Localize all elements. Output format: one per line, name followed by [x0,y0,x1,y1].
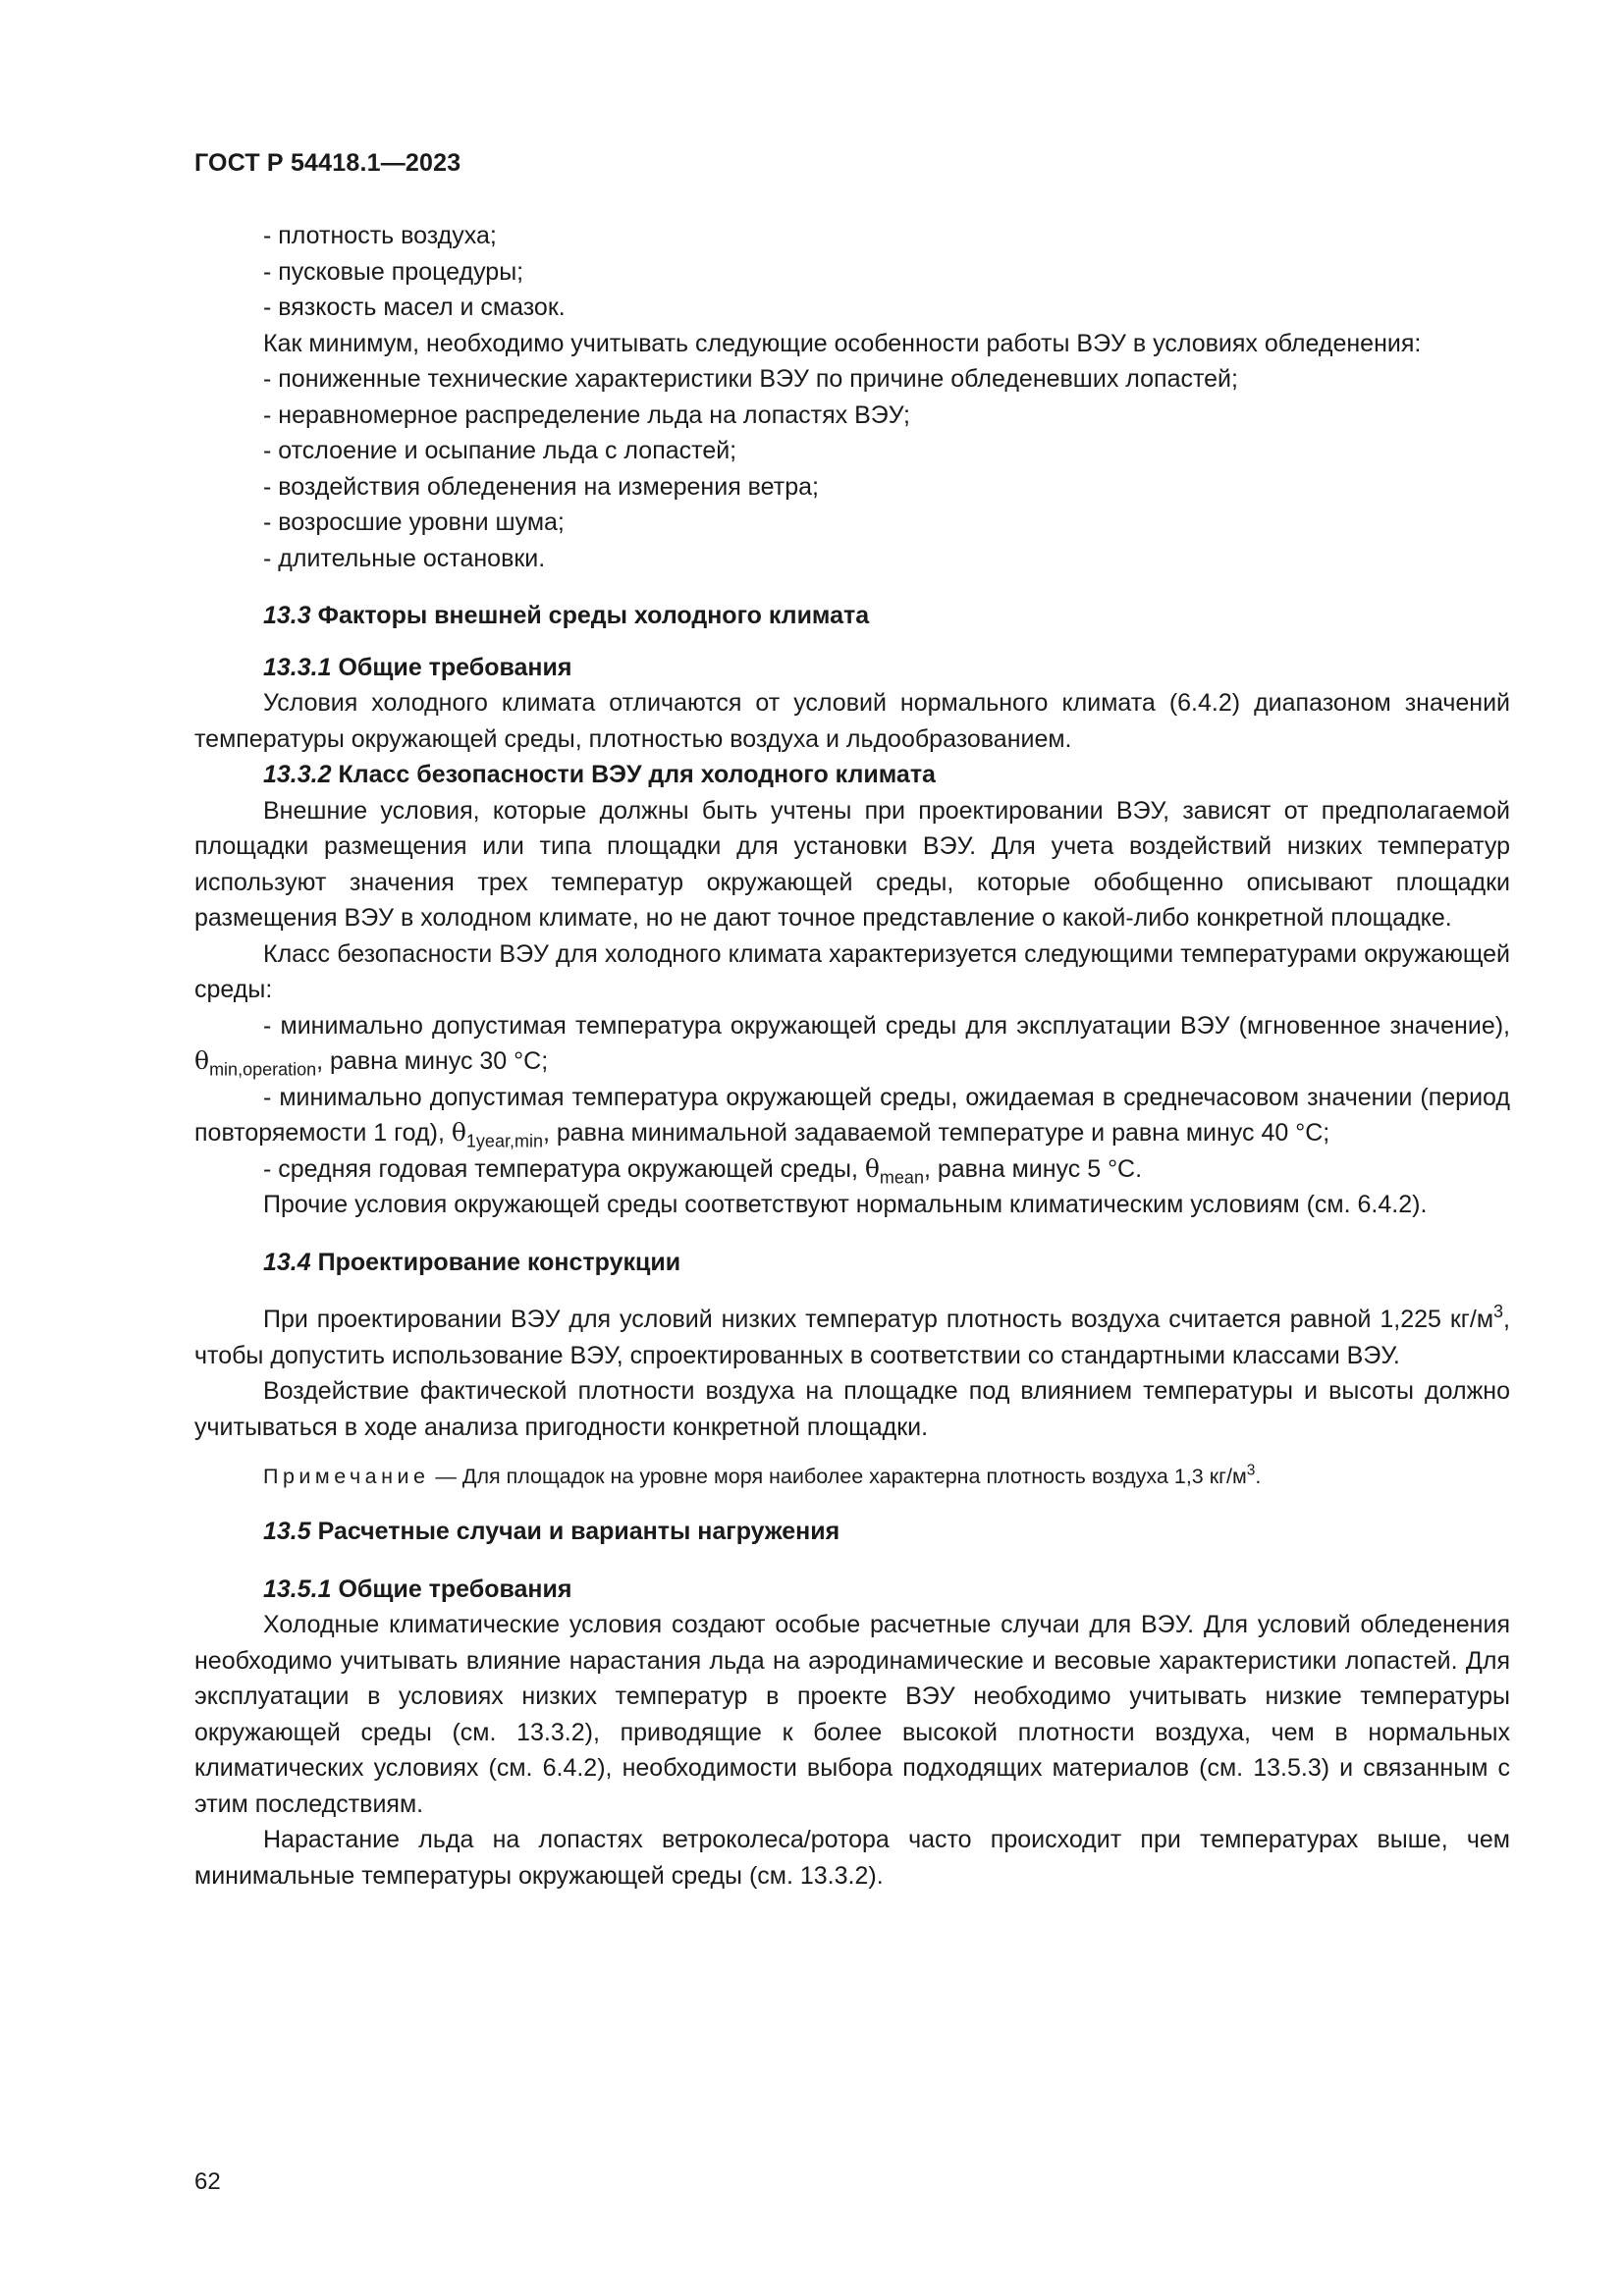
note: Примечание — Для площадок на уровне моря наиболее характерна плотность воздуха 1,3 $кг/м^3$. [263,1462,1262,1488]
section-number: 13.4 [263,1248,311,1276]
section-13-3-2-heading [194,757,1510,793]
section-number: 13.5.1 [263,1575,332,1603]
list-item: - неравномерное распределение льда на лопастях ВЭУ; [263,400,910,429]
list-item: - плотность воздуха; [263,222,497,249]
list-item: - воздействия обледенения на измерения ветра; [263,472,819,501]
section-title: Общие требования [338,653,572,681]
temperature-item-mean: - средняя годовая температура окружающей среды, $\theta_{mean}$, равна минус 5 °С. [263,1153,1143,1187]
section-13-3-1-heading [194,650,1510,686]
paragraph: Класс безопасности ВЭУ для холодного климата характеризуется следующими температурами окружающей среды: [194,939,1510,1003]
list-item: - пониженные технические характеристики ВЭУ по причине обледеневших лопастей; [263,365,1238,393]
list-item: - пусковые процедуры; [263,257,524,286]
theta-symbol: θ [451,1118,466,1147]
section-13-5-heading [194,1514,1510,1550]
theta-symbol: θ [194,1046,210,1075]
document-header: ГОСТ Р 54418.1—2023 [194,149,461,177]
list-item: - длительные остановки. [263,544,546,572]
section-number: 13.3.1 [263,653,332,681]
paragraph: Воздействие фактической плотности воздуха на площадке под влиянием температуры и высоты должно учитываться в ходе анализа пригодности конкретной площадки. [194,1377,1510,1441]
section-title: Класс безопасности ВЭУ для холодного климата [338,761,936,788]
page-number: 62 [194,2168,221,2195]
page-content [194,218,1510,1894]
paragraph: При проектировании ВЭУ для условий низких температур плотность воздуха считается равной 1,225 $кг/м^3$, чтобы допустить использование ВЭУ, спроектированных в соответствии со стандартными классами ВЭУ. [194,1302,1510,1369]
list-item: - вязкость масел и смазок. [263,294,566,321]
temperature-item-operation: - минимально допустимая температура окружающей среды для эксплуатации ВЭУ (мгновенное значение), $\theta_{min,operation}$, равна минус 30 °С; [194,1011,1510,1080]
section-number: 13.5 [263,1518,311,1545]
section-title: Общие требования [338,1575,572,1603]
temperature-item-1year: - минимально допустимая температура окружающей среды, ожидаемая в среднечасовом значении (период повторяемости 1 год), $\theta_{1year,min}$, равна минимальной задаваемой температуре и равна минус 40 °С; [194,1083,1510,1151]
list-item: - отслоение и осыпание льда с лопастей; [263,437,737,464]
theta-symbol: θ [864,1153,880,1183]
paragraph: Условия холодного климата отличаются от условий нормального климата (6.4.2) диапазоном значений температуры окружающей среды, плотностью воздуха и льдообразованием. [194,689,1510,753]
list-item: - возросшие уровни шума; [263,508,565,536]
paragraph: Холодные климатические условия создают особые расчетные случаи для ВЭУ. Для условий обледенения необходимо учитывать влияние нарастания льда на аэродинамические и весовые характеристики лопастей. Для эксплуатации в условиях низких температур в проекте ВЭУ необходимо учитывать низкие температуры окружающей среды (см. 13.3.2), приводящие к более высокой плотности воздуха, чем в нормальных климатических условиях (см. 6.4.2), необходимости выбора подходящих материалов (см. 13.5.3) и связанным с этим последствиям. [194,1611,1510,1818]
note-label: Примечание [263,1465,430,1488]
paragraph: Внешние условия, которые должны быть учтены при проектировании ВЭУ, зависят от предполагаемой площадки размещения или типа площадки для установки ВЭУ. Для учета воздействий низких температур используют значения трех температур окружающей среды, которые обобщенно описывают площадки размещения ВЭУ в холодном климате, но не дают точное представление о какой-либо конкретной площадке. [194,796,1510,932]
paragraph: Нарастание льда на лопастях ветроколеса/ротора часто происходит при температурах выше, чем минимальные температуры окружающей среды (см. 13.3.2). [194,1826,1510,1890]
section-13-4-heading [194,1245,1510,1281]
icing-intro: Как минимум, необходимо учитывать следующие особенности работы ВЭУ в условиях обледенения: [263,329,1422,357]
section-title: Проектирование конструкции [317,1248,681,1276]
paragraph: Прочие условия окружающей среды соответствуют нормальным климатическим условиям (см. 6.4.2). [263,1191,1428,1218]
section-title: Расчетные случаи и варианты нагружения [317,1518,840,1545]
section-number: 13.3.2 [263,761,332,788]
section-number: 13.3 [263,602,311,629]
section-13-3-heading [194,598,1510,634]
section-title: Факторы внешней среды холодного климата [317,602,870,629]
section-13-5-1-heading [194,1572,1510,1608]
